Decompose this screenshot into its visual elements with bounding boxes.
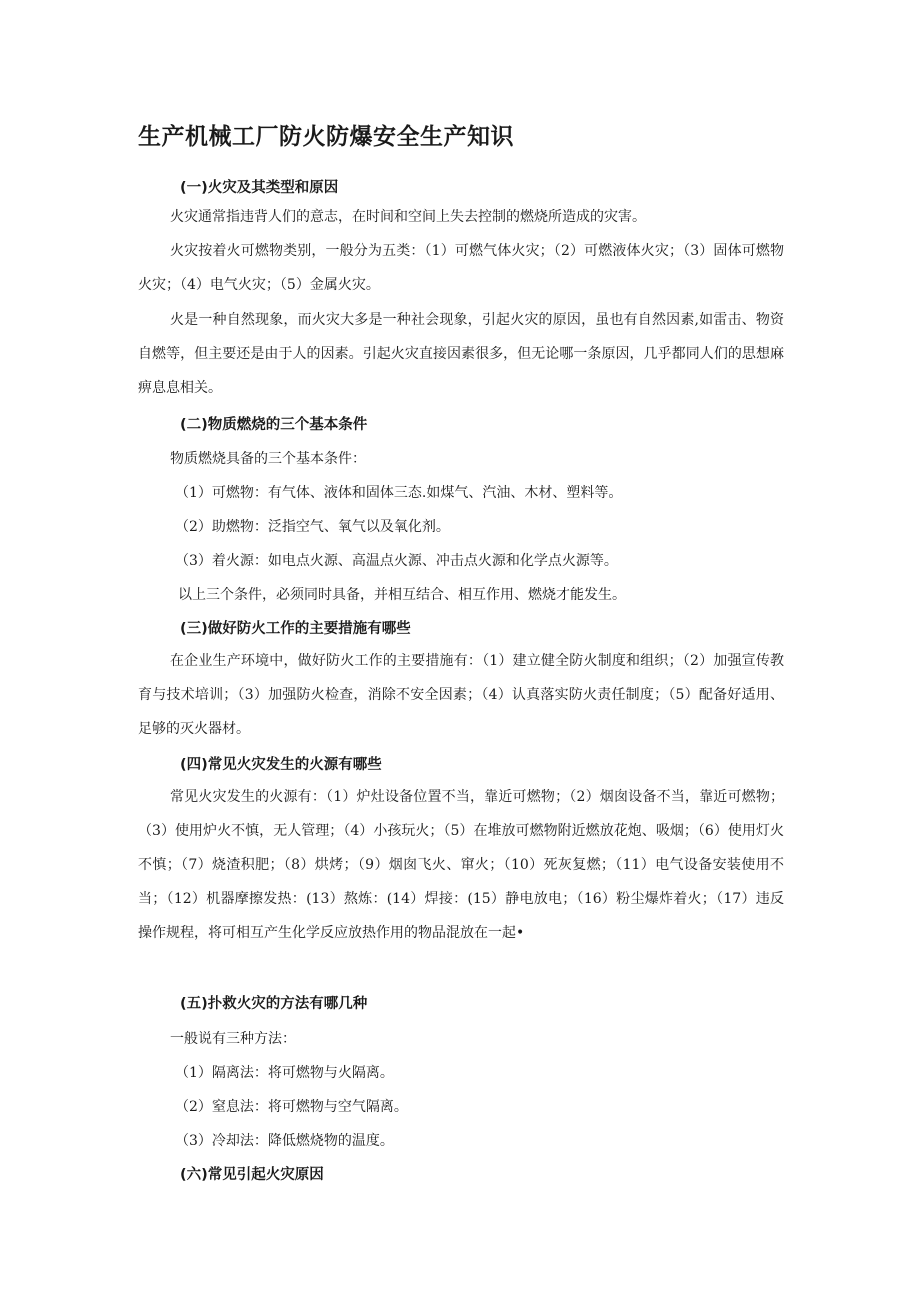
section-5-line-4: （3）冷却法：降低燃烧物的温度。: [175, 1133, 394, 1149]
section-3-heading: (三)做好防火工作的主要措施有哪些: [180, 621, 411, 637]
section-2-line-1: 物质燃烧具备的三个基本条件：: [170, 451, 366, 467]
section-1-paragraph-1: 火灾通常指违背人们的意志，在时间和空间上失去控制的燃烧所造成的灾害。: [170, 209, 646, 225]
section-4-heading: (四)常见火灾发生的火源有哪些: [180, 757, 382, 773]
section-5-line-3: （2）窒息法：将可燃物与空气隔离。: [175, 1099, 408, 1115]
section-4-paragraph-1: 常见火灾发生的火源有：（1）炉灶设备位置不当，靠近可燃物；（2）烟囱设备不当，靠近可燃物；（3）使用炉火不慎，无人管理；（4）小孩玩火；（5）在堆放可燃物附近燃放花炮、吸烟；（6）使用灯火不慎；（7）烧渣积肥；（8）烘烤；（9）烟囱飞火、窜火；（10）死灰复燃；（11）电气设备安装使用不当；（12）机器摩擦发热：(13）熬炼：(14）焊接：(15）静电放电；（16）粉尘爆炸着火；（17）违反操作规程，将可相互产生化学反应放热作用的物品混放在一起•: [138, 789, 784, 941]
section-1-heading: (一)火灾及其类型和原因: [180, 180, 339, 196]
section-2-line-5: 以上三个条件，必须同时具备，并相互结合、相互作用、燃烧才能发生。: [178, 587, 626, 603]
section-5-heading: (五)扑救火灾的方法有哪几种: [180, 996, 368, 1012]
section-6-heading: (六)常见引起火灾原因: [180, 1167, 324, 1183]
section-1-paragraph-2: 火灾按着火可燃物类别，一般分为五类：（1）可燃气体火灾；（2）可燃液体火灾；（3）固体可燃物火灾；（4）电气火灾；（5）金属火灾。: [138, 243, 784, 293]
section-2-line-3: （2）助燃物：泛指空气、氧气以及氧化剂。: [175, 519, 450, 535]
section-2-heading: (二)物质燃烧的三个基本条件: [180, 417, 368, 433]
section-2-line-4: （3）着火源：如电点火源、高温点火源、冲击点火源和化学点火源等。: [175, 553, 618, 569]
section-3-paragraph-1: 在企业生产环境中，做好防火工作的主要措施有：（1）建立健全防火制度和组织；（2）加强宣传教育与技术培训；（3）加强防火检查，消除不安全因素；（4）认真落实防火责任制度；（5）配备好适用、足够的灭火器材。: [138, 653, 784, 737]
section-5-line-1: 一般说有三种方法：: [170, 1031, 296, 1047]
section-2-line-2: （1）可燃物：有气体、液体和固体三态.如煤气、汽油、木材、塑料等。: [175, 485, 623, 501]
section-1-paragraph-3: 火是一种自然现象，而火灾大多是一种社会现象，引起火灾的原因，虽也有自然因素,如雷击、物资自燃等，但主要还是由于人的因素。引起火灾直接因素很多，但无论哪一条原因，几乎都同人们的思想麻痹息息相关。: [138, 312, 784, 396]
document-title: 生产机械工厂防火防爆安全生产知识: [138, 124, 514, 150]
section-5-line-2: （1）隔离法：将可燃物与火隔离。: [175, 1065, 394, 1081]
